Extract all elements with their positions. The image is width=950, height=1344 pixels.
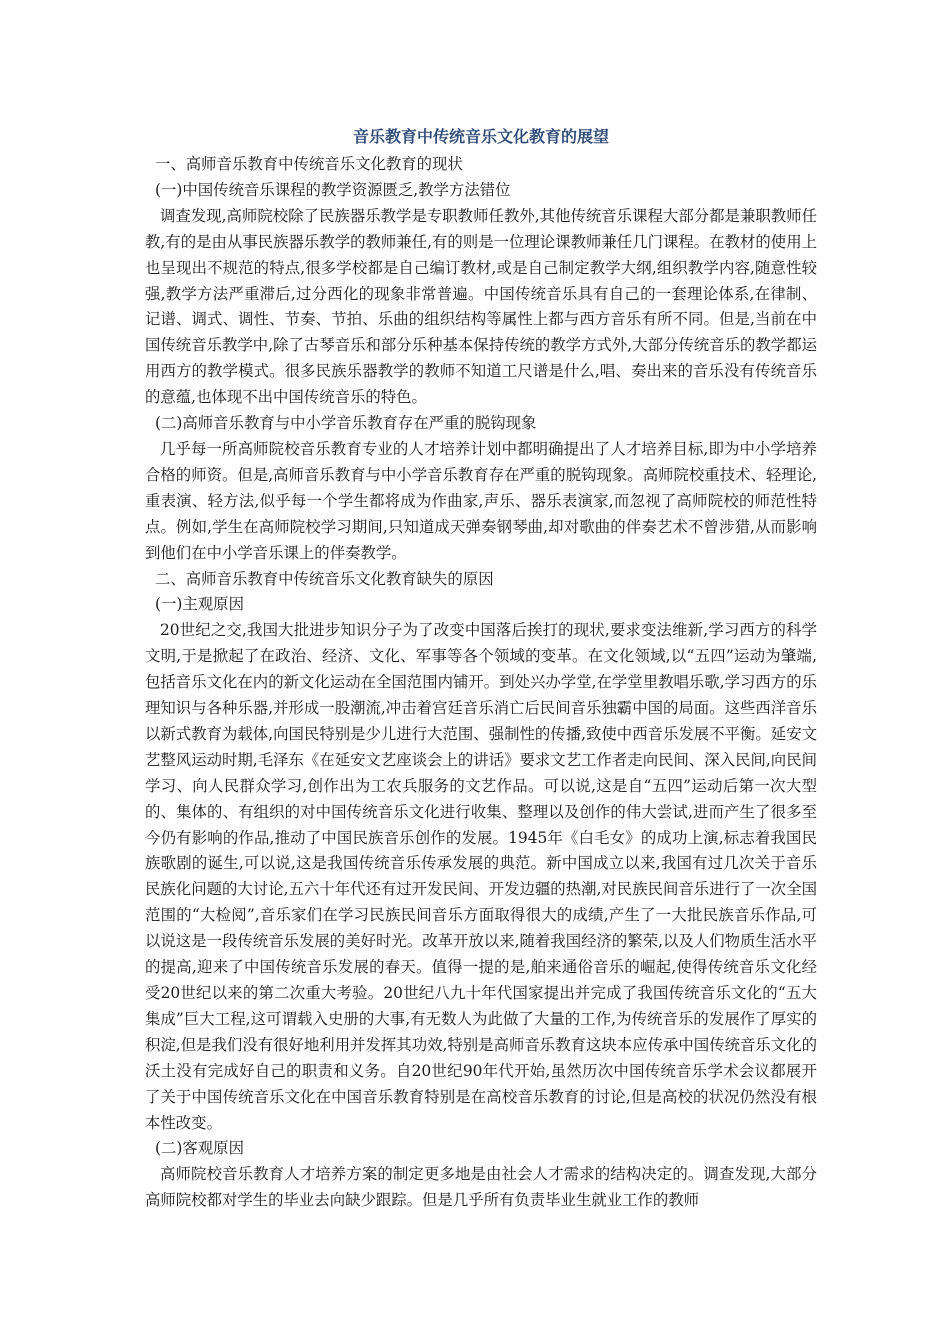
section-heading-1: 一、高师音乐教育中传统音乐文化教育的现状 [155, 155, 463, 173]
paragraph: 调查发现,高师院校除了民族器乐教学是专职教师任教外,其他传统音乐课程大部分都是兼职教师任教,有的是由从事民族器乐教学的教师兼任,有的则是一位理论课教师兼任几门课程。在教材的使用上也呈现出不规范的特点,很多学校都是自己编订教材,或是自己制定教学大纲,组织教学内容,随意性较强,教学方法严重滞后,过分西化的现象非常普遍。中国传统音乐具有自己的一套理论体系,在律制、记谱、调式、调性、节奏、节拍、乐曲的组织结构等属性上都与西方音乐有所不同。但是,当前在中国传统音乐教学中,除了古琴音乐和部分乐种基本保持传统的教学方式外,大部分传统音乐的教学都运用西方的教学模式。很多民族乐器教学的教师不知道工尺谱是什么,唱、奏出来的音乐没有传统音乐的意蕴,也体现不出中国传统音乐的特色。 [145, 206, 817, 407]
subsection-heading-1-1: (一)中国传统音乐课程的教学资源匮乏,教学方法错位 [155, 180, 511, 199]
subsection-heading-1-2: (二)高师音乐教育与中小学音乐教育存在严重的脱钩现象 [155, 414, 537, 433]
subsection-heading-2-2: (二)客观原因 [155, 1139, 244, 1158]
document-title: 音乐教育中传统音乐文化教育的展望 [352, 127, 609, 146]
paragraph: 20世纪之交,我国大批进步知识分子为了改变中国落后挨打的现状,要求变法维新,学习西方的科学文明,于是掀起了在政治、经济、文化、军事等各个领域的变革。在文化领域,以“五四”运动为肇端,包括音乐文化在内的新文化运动在全国范围内铺开。到处兴办学堂,在学堂里教唱乐歌,学习西方的乐理知识与各种乐器,并形成一股潮流,冲击着宫廷音乐消亡后民间音乐独霸中国的局面。这些西洋音乐以新式教育为载体,向国民特别是少儿进行大范围、强制性的传播,致使中西音乐发展不平衡。延安文艺整风运动时期,毛泽东《在延安文艺座谈会上的讲话》要求文艺工作者走向民间、深入民间,向民间学习、向人民群众学习,创作出为工农兵服务的文艺作品。可以说,这是自“五四”运动后第一次大型的、集体的、有组织的对中国传统音乐文化进行收集、整理以及创作的伟大尝试,进而产生了很多至今仍有影响的作品,推动了中国民族音乐创作的发展。1945年《白毛女》的成功上演,标志着我国民族歌剧的诞生,可以说,这是我国传统音乐传承发展的典范。新中国成立以来,我国有过几次关于音乐民族化问题的大讨论,五六十年代还有过开发民间、开发边疆的热潮,对民族民间音乐进行了一次全国范围的“大检阅”,音乐家们在学习民族民间音乐方面取得很大的成绩,产生了一大批民族音乐作品,可以说这是一段传统音乐发展的美好时光。改革开放以来,随着我国经济的繁荣,以及人们物质生活水平的提高,迎来了中国传统音乐发展的春天。值得一提的是,舶来通俗音乐的崛起,使得传统音乐文化经受20世纪以来的第二次重大考验。20世纪八九十年代国家提出并完成了我国传统音乐文化的“五大集成”巨大工程,这可谓载入史册的大事,有无数人为此做了大量的工作,为传统音乐的发展作了厚实的积淀,但是我们没有很好地利用并发挥其功效,特别是高师音乐教育这块本应传承中国传统音乐文化的沃土没有完成好自己的职责和义务。自20世纪90年代开始,虽然历次中国传统音乐学术会议都展开了关于中国传统音乐文化在中国音乐教育特别是在高校音乐教育的讨论,但是高校的状况仍然没有根本性改变。 [145, 621, 817, 1132]
paragraph: 几乎每一所高师院校音乐教育专业的人才培养计划中都明确提出了人才培养目标,即为中小学培养合格的师资。但是,高师音乐教育与中小学音乐教育存在严重的脱钩现象。高师院校重技术、轻理论,重表演、轻方法,似乎每一个学生都将成为作曲家,声乐、器乐表演家,而忽视了高师院校的师范性特点。例如,学生在高师院校学习期间,只知道成天弹奏钢琴曲,却对歌曲的伴奏艺术不曾涉猎,从而影响到他们在中小学音乐课上的伴奏教学。 [145, 439, 817, 562]
subsection-heading-2-1: (一)主观原因 [155, 595, 244, 614]
section-heading-2: 二、高师音乐教育中传统音乐文化教育缺失的原因 [155, 569, 494, 588]
document-page [145, 122, 817, 1214]
paragraph: 高师院校音乐教育人才培养方案的制定更多地是由社会人才需求的结构决定的。调查发现,大部分高师院校都对学生的毕业去向缺少跟踪。但是几乎所有负责毕业生就业工作的教师 [145, 1165, 817, 1210]
